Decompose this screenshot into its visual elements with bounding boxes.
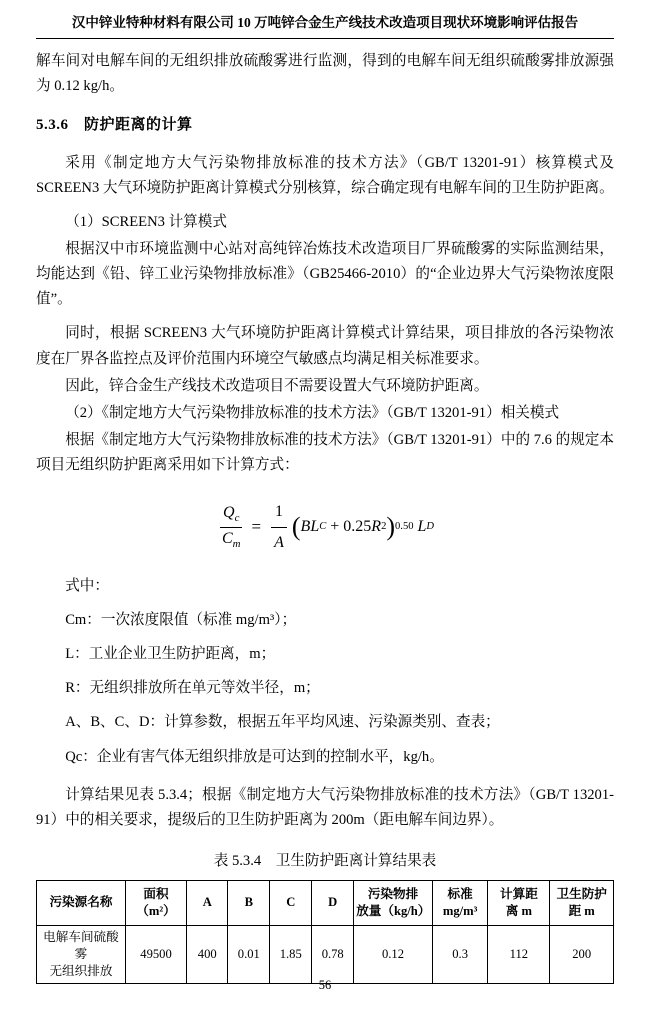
th-protection-distance [550, 880, 614, 925]
th-emission [354, 880, 433, 925]
formula-rhs-fraction: $\frac{1}{A}$ [270, 498, 288, 556]
th-a: A [187, 880, 228, 925]
paragraph-6: （2）《制定地方大气污染物排放标准的技术方法》（GB/T 13201-91）相关模式 [65, 404, 560, 421]
paragraph-7: 根据《制定地方大气污染物排放标准的技术方法》（GB/T 13201-91）中的 7.6 的规定本项目无组织防护距离采用如下计算方式： [36, 431, 614, 473]
definition-qc: Qc：企业有害气体无组织排放是可达到的控制水平，kg/h。 [65, 748, 444, 765]
cell-emission: 0.12 [354, 925, 433, 983]
definition-r: R：无组织排放所在单元等效半径，m； [65, 680, 320, 697]
th-area [125, 880, 186, 925]
cell-a: 400 [187, 925, 228, 983]
table-caption: 表 5.3.4 卫生防护距离计算结果表 [213, 852, 437, 869]
formula-block: $\frac{Q_c}{C_m}$ = $\frac{1}{A}$ ( BL C + 0.25 R 2 ) 0.50 L D [36, 498, 614, 556]
page-number: 56 [318, 978, 332, 992]
paragraph-continued: 解车间对电解车间的无组织排放硫酸雾进行监测，得到的电解车间无组织硫酸雾排放源强为 0.12 kg/h。 [36, 52, 614, 94]
cell-source-line2: 无组织排放 [49, 963, 113, 978]
cell-pollution-source [37, 925, 126, 983]
th-emission-line2: 放量（kg/h） [356, 903, 431, 918]
definition-abcd: A、B、C、D：计算参数，根据五年平均风速、污染源类别、查表； [65, 714, 500, 731]
th-b: B [228, 880, 270, 925]
th-calc-distance-line1: 计算距 [500, 886, 538, 901]
paragraph-9: 计算结果见表 5.3.4；根据《制定地方大气污染物排放标准的技术方法》（GB/T 13201-91）中的相关要求，提级后的卫生防护距离为 200m（距电解车间边界）。 [36, 786, 614, 828]
page-header: 汉中锌业特种材料有限公司 10 万吨锌合金生产线技术改造项目现状环境影响评估报告 [36, 14, 614, 39]
formula-lhs-fraction: $\frac{Q_c}{C_m}$ [221, 503, 241, 550]
paragraph-2: （1）SCREEN3 计算模式 [65, 214, 227, 231]
th-standard-line2: mg/m³ [442, 903, 478, 918]
th-standard [432, 880, 488, 925]
cell-d: 0.78 [312, 925, 354, 983]
th-emission-line1: 污染物排 [367, 886, 419, 901]
cell-protection-distance: 200 [550, 925, 614, 983]
paragraph-3: 根据汉中市环境监测中心站对高纯锌冶炼技术改造项目厂界硫酸雾的实际监测结果，均能达到《铅、锌工业污染物排放标准》（GB25466-2010）的“企业边界大气污染物浓度限值”。 [36, 241, 614, 308]
table-header-row [37, 880, 614, 925]
table-header-row-group [37, 880, 614, 925]
cell-area: 49500 [125, 925, 186, 983]
th-protection-distance-line2: 距 m [568, 903, 595, 918]
th-calc-distance [488, 880, 550, 925]
cell-b: 0.01 [228, 925, 270, 983]
th-area-line1: 面积 [143, 886, 169, 901]
cell-calc-distance: 112 [488, 925, 550, 983]
cell-standard: 0.3 [432, 925, 488, 983]
th-area-line2: （m²） [136, 903, 176, 918]
paragraph-4: 同时，根据 SCREEN3 大气环境防护距离计算模式计算结果，项目排放的各污染物浓度在厂界各监控点及评价范围内环境空气敏感点均满足相关标准要求。 [36, 325, 614, 367]
definition-cm: Cm：一次浓度限值（标准 mg/m³）； [65, 612, 297, 629]
results-table [36, 880, 614, 984]
th-pollution-source: 污染源名称 [37, 880, 126, 925]
th-d: D [312, 880, 354, 925]
table-row [37, 925, 614, 983]
th-protection-distance-line1: 卫生防护 [556, 886, 607, 901]
section-heading: 5.3.6 防护距离的计算 [36, 117, 193, 134]
definition-l: L：工业企业卫生防护距离，m； [65, 646, 276, 663]
th-calc-distance-line2: 离 m [505, 903, 533, 918]
th-c: C [270, 880, 312, 925]
formula-equals: = [251, 517, 262, 537]
formula-legend-label: 式中： [65, 578, 109, 595]
th-standard-line1: 标准 [447, 886, 473, 901]
table-body [37, 925, 614, 983]
cell-c: 1.85 [270, 925, 312, 983]
document-body [36, 39, 614, 984]
paragraph-5: 因此，锌合金生产线技术改造项目不需要设置大气环境防护距离。 [65, 377, 489, 394]
paragraph-1: 采用《制定地方大气污染物排放标准的技术方法》（GB/T 13201-91）核算模式及 SCREEN3 大气环境防护距离计算模式分别核算，综合确定现有电解车间的卫生防护距离。 [36, 154, 614, 196]
cell-source-line1: 电解车间硫酸雾 [43, 929, 119, 961]
